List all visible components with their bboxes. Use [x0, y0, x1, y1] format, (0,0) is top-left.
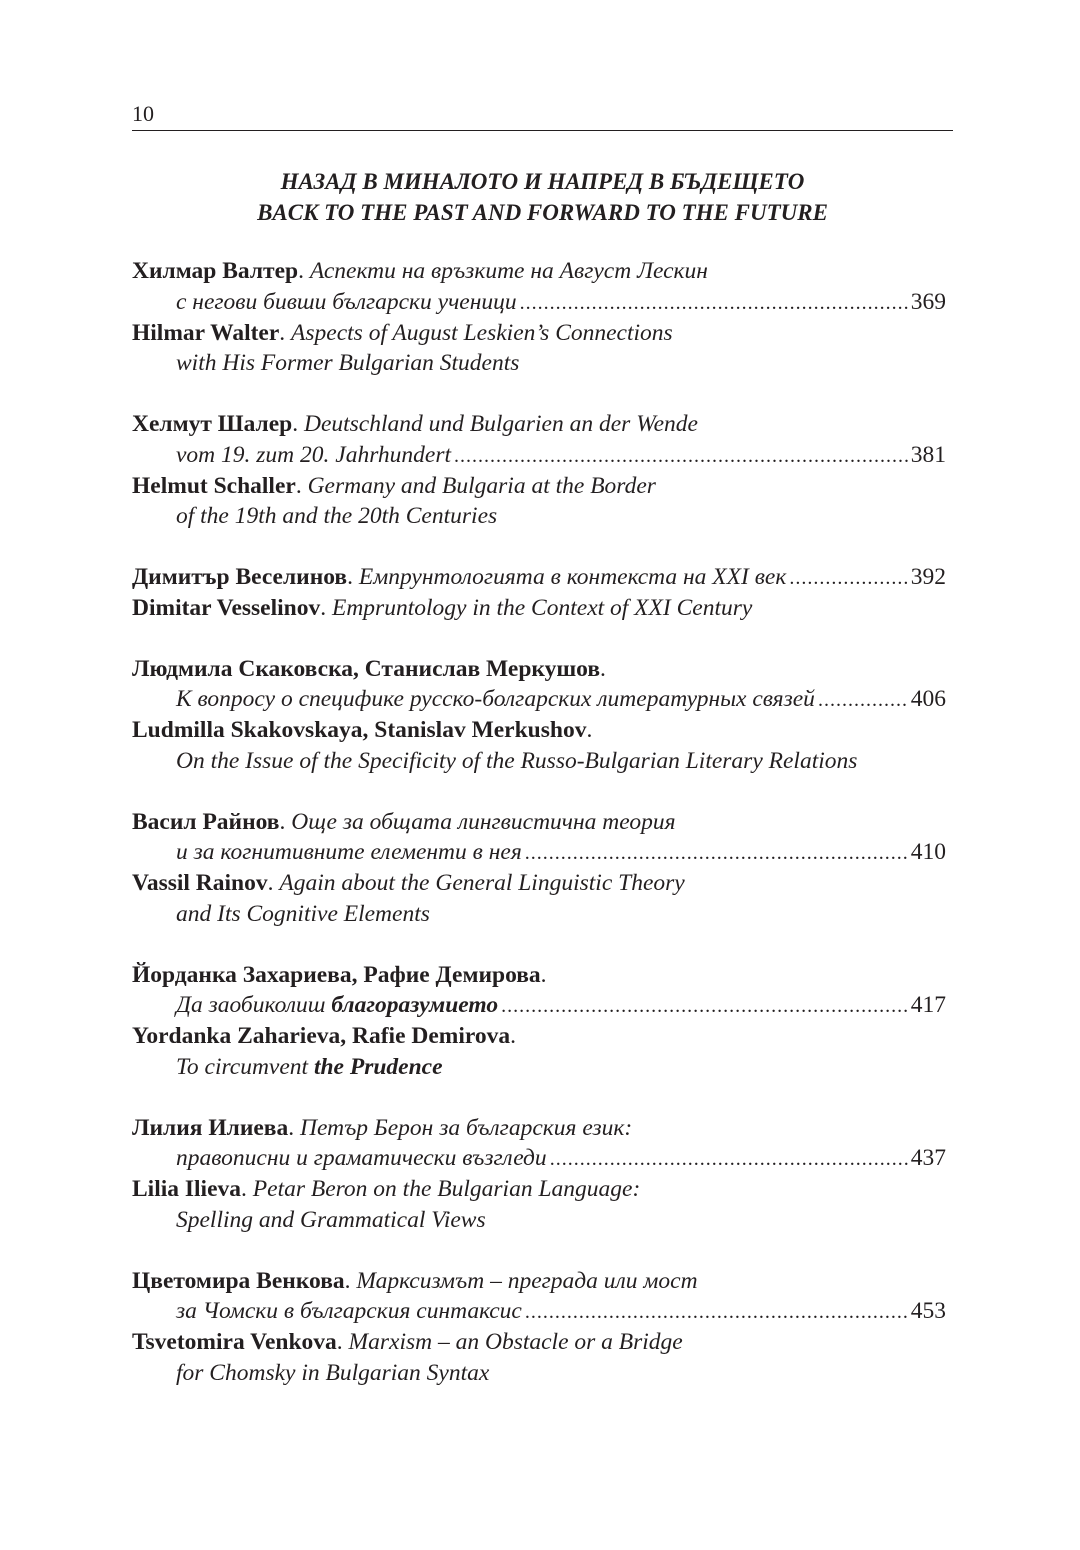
table-of-contents — [132, 256, 946, 1389]
entry-title-en-emphasis: the Prudence — [313, 1053, 443, 1080]
entry-title-bg: Марксизмът – преграда или мост — [356, 1267, 698, 1294]
dot-leader — [454, 441, 908, 471]
entry-title-en: Marxism – an Obstacle or a Bridge — [348, 1329, 683, 1355]
entry-author-bg: Хелмут Шалер — [132, 411, 293, 437]
toc-entry: Димитър Веселинов. Емпрунтологията в контекста на XXI век ..... 392 Dimitar Vesselinov. Empruntology in the Context of XXI Century — [132, 562, 946, 624]
toc-entry: Хилмар Валтер. Аспекти на връзките на Август Лескин с негови бивши български ученици ..... 369 Hilmar Walter. Aspects of August Leskien’s Connections with His Former Bulgarian Students — [132, 256, 946, 379]
entry-page-number: 410 — [910, 839, 946, 866]
dot-leader — [501, 991, 908, 1021]
entry-title-en-cont: for Chomsky in Bulgarian Syntax — [176, 1359, 490, 1386]
entry-author-bg: Хилмар Валтер — [132, 258, 299, 284]
toc-entry: Хелмут Шалер. Deutschland und Bulgarien an der Wende vom 19. zum 20. Jahrhundert ..... 381 Helmut Schaller. Germany and Bulgaria at the Border of the 19th and the 20th Centuries — [132, 409, 946, 532]
entry-title-en: On the Issue of the Specificity of the Russo-Bulgarian Literary Relations — [176, 747, 858, 774]
entry-author-bg: Васил Райнов — [132, 808, 280, 835]
entry-page-number: 453 — [910, 1298, 946, 1325]
dot-leader — [525, 838, 908, 868]
entry-title-bg: Петър Берон за българския език: — [300, 1114, 633, 1141]
entry-author-en: Ludmilla Skakovskaya, Stanislav Merkushov — [132, 717, 587, 743]
section-heading — [132, 166, 953, 228]
entry-title-en: Again about the General Linguistic Theory — [279, 870, 685, 896]
entry-title-bg: Да заобиколиш — [176, 992, 326, 1019]
entry-title-en-cont: Spelling and Grammatical Views — [176, 1206, 486, 1233]
entry-title-en-cont: with His Former Bulgarian Students — [176, 350, 520, 377]
dot-leader — [550, 1144, 908, 1174]
section-title-bg: НАЗАД В МИНАЛОТО И НАПРЕД В БЪДЕЩЕТО — [280, 169, 805, 194]
entry-title-bg: Още за общата лингвистична теория — [291, 808, 676, 835]
entry-title-en: Petar Beron on the Bulgarian Language: — [252, 1176, 641, 1202]
entry-title-en: To circumvent — [176, 1053, 309, 1080]
entry-page-number: 369 — [910, 288, 946, 315]
entry-page-number: 381 — [910, 441, 946, 468]
entry-author-en: Lilia Ilieva — [132, 1176, 242, 1202]
entry-title-bg-cont: за Чомски в българския синтаксис — [176, 1298, 522, 1325]
entry-page-number: 417 — [910, 992, 946, 1019]
entry-author-bg: Димитър Веселинов — [132, 564, 348, 590]
entry-title-bg-cont: vom 19. zum 20. Jahrhundert — [176, 441, 452, 468]
entry-author-en: Dimitar Vesselinov — [132, 594, 321, 621]
entry-page-number: 392 — [910, 564, 946, 590]
toc-entry: Цветомира Венкова. Марксизмът – преграда или мост за Чомски в българския синтаксис ..... 453 Tsvetomira Venkova. Marxism – an Obstacle or a Bridge for Chomsky in Bulgarian Syntax — [132, 1266, 946, 1389]
toc-entry: Людмила Скаковска, Станислав Меркушов. К вопросу о специфике русско-болгарских литературных связей ..... 406 Ludmilla Skakovskaya, Stanislav Merkushov. On the Issue of the Specificity of the Russo-Bulgarian Literary Relations — [132, 654, 946, 777]
dot-leader — [520, 288, 908, 318]
entry-title-bg-cont: с негови бивши български ученици — [176, 288, 517, 315]
entry-author-en: Hilmar Walter — [132, 319, 280, 346]
entry-author-en: Vassil Rainov — [132, 870, 268, 896]
entry-author-en: Tsvetomira Venkova — [132, 1329, 337, 1355]
entry-title-en: Empruntology in the Context of XXI Century — [331, 594, 753, 621]
entry-page-number: 437 — [910, 1145, 946, 1172]
entry-title-bg: К вопросу о специфике русско-болгарских литературных связей — [176, 686, 815, 713]
entry-title-en-cont: of the 19th and the 20th Centuries — [176, 503, 498, 530]
entry-title-bg: Deutschland und Bulgarien an der Wende — [303, 411, 698, 437]
entry-title-en: Aspects of August Leskien’s Connections — [291, 319, 673, 346]
entry-author-en: Helmut Schaller — [132, 472, 296, 499]
toc-entry: Йорданка Захариева, Рафие Демирова. Да заобиколиш благоразумието ..... 417 Yordanka Zaharieva, Rafie Demirova. To circumvent the Prudence — [132, 960, 946, 1083]
entry-author-bg: Цветомира Венкова — [132, 1267, 345, 1294]
page-number: 10 — [132, 101, 154, 126]
entry-title-bg: Емпрунтологията в контекста на XXI век — [358, 564, 787, 590]
entry-author-bg: Людмила Скаковска, Станислав Меркушов — [132, 655, 601, 682]
entry-title-bg: Аспекти на връзките на Август Лескин — [309, 258, 708, 284]
entry-page-number: 406 — [910, 686, 946, 713]
entry-title-en-cont: and Its Cognitive Elements — [176, 900, 430, 927]
entry-author-bg: Лилия Илиева — [132, 1114, 289, 1141]
entry-title-bg-cont: и за когнитивните елементи в нея — [176, 839, 522, 866]
entry-title-bg-emphasis: благоразумието — [331, 992, 499, 1019]
entry-author-bg: Йорданка Захариева, Рафие Демирова — [132, 961, 541, 988]
section-title-en: BACK TO THE PAST AND FORWARD TO THE FUTURE — [257, 200, 828, 225]
dot-leader — [818, 685, 908, 715]
entry-author-en: Yordanka Zaharieva, Rafie Demirova — [132, 1023, 511, 1049]
toc-entry: Васил Райнов. Още за общата лингвистична теория и за когнитивните елементи в нея ..... 410 Vassil Rainov. Again about the General Linguistic Theory and Its Cognitive Elements — [132, 807, 946, 930]
dot-leader — [525, 1297, 908, 1327]
header-rule — [132, 130, 953, 131]
dot-leader — [789, 563, 907, 593]
entry-title-en: Germany and Bulgaria at the Border — [307, 472, 656, 499]
toc-entry: Лилия Илиева. Петър Берон за българския език: правописни и граматически възгледи ..... 437 Lilia Ilieva. Petar Beron on the Bulgarian Language: Spelling and Grammatical Views — [132, 1113, 946, 1236]
entry-title-bg-cont: правописни и граматически възгледи — [176, 1145, 547, 1172]
